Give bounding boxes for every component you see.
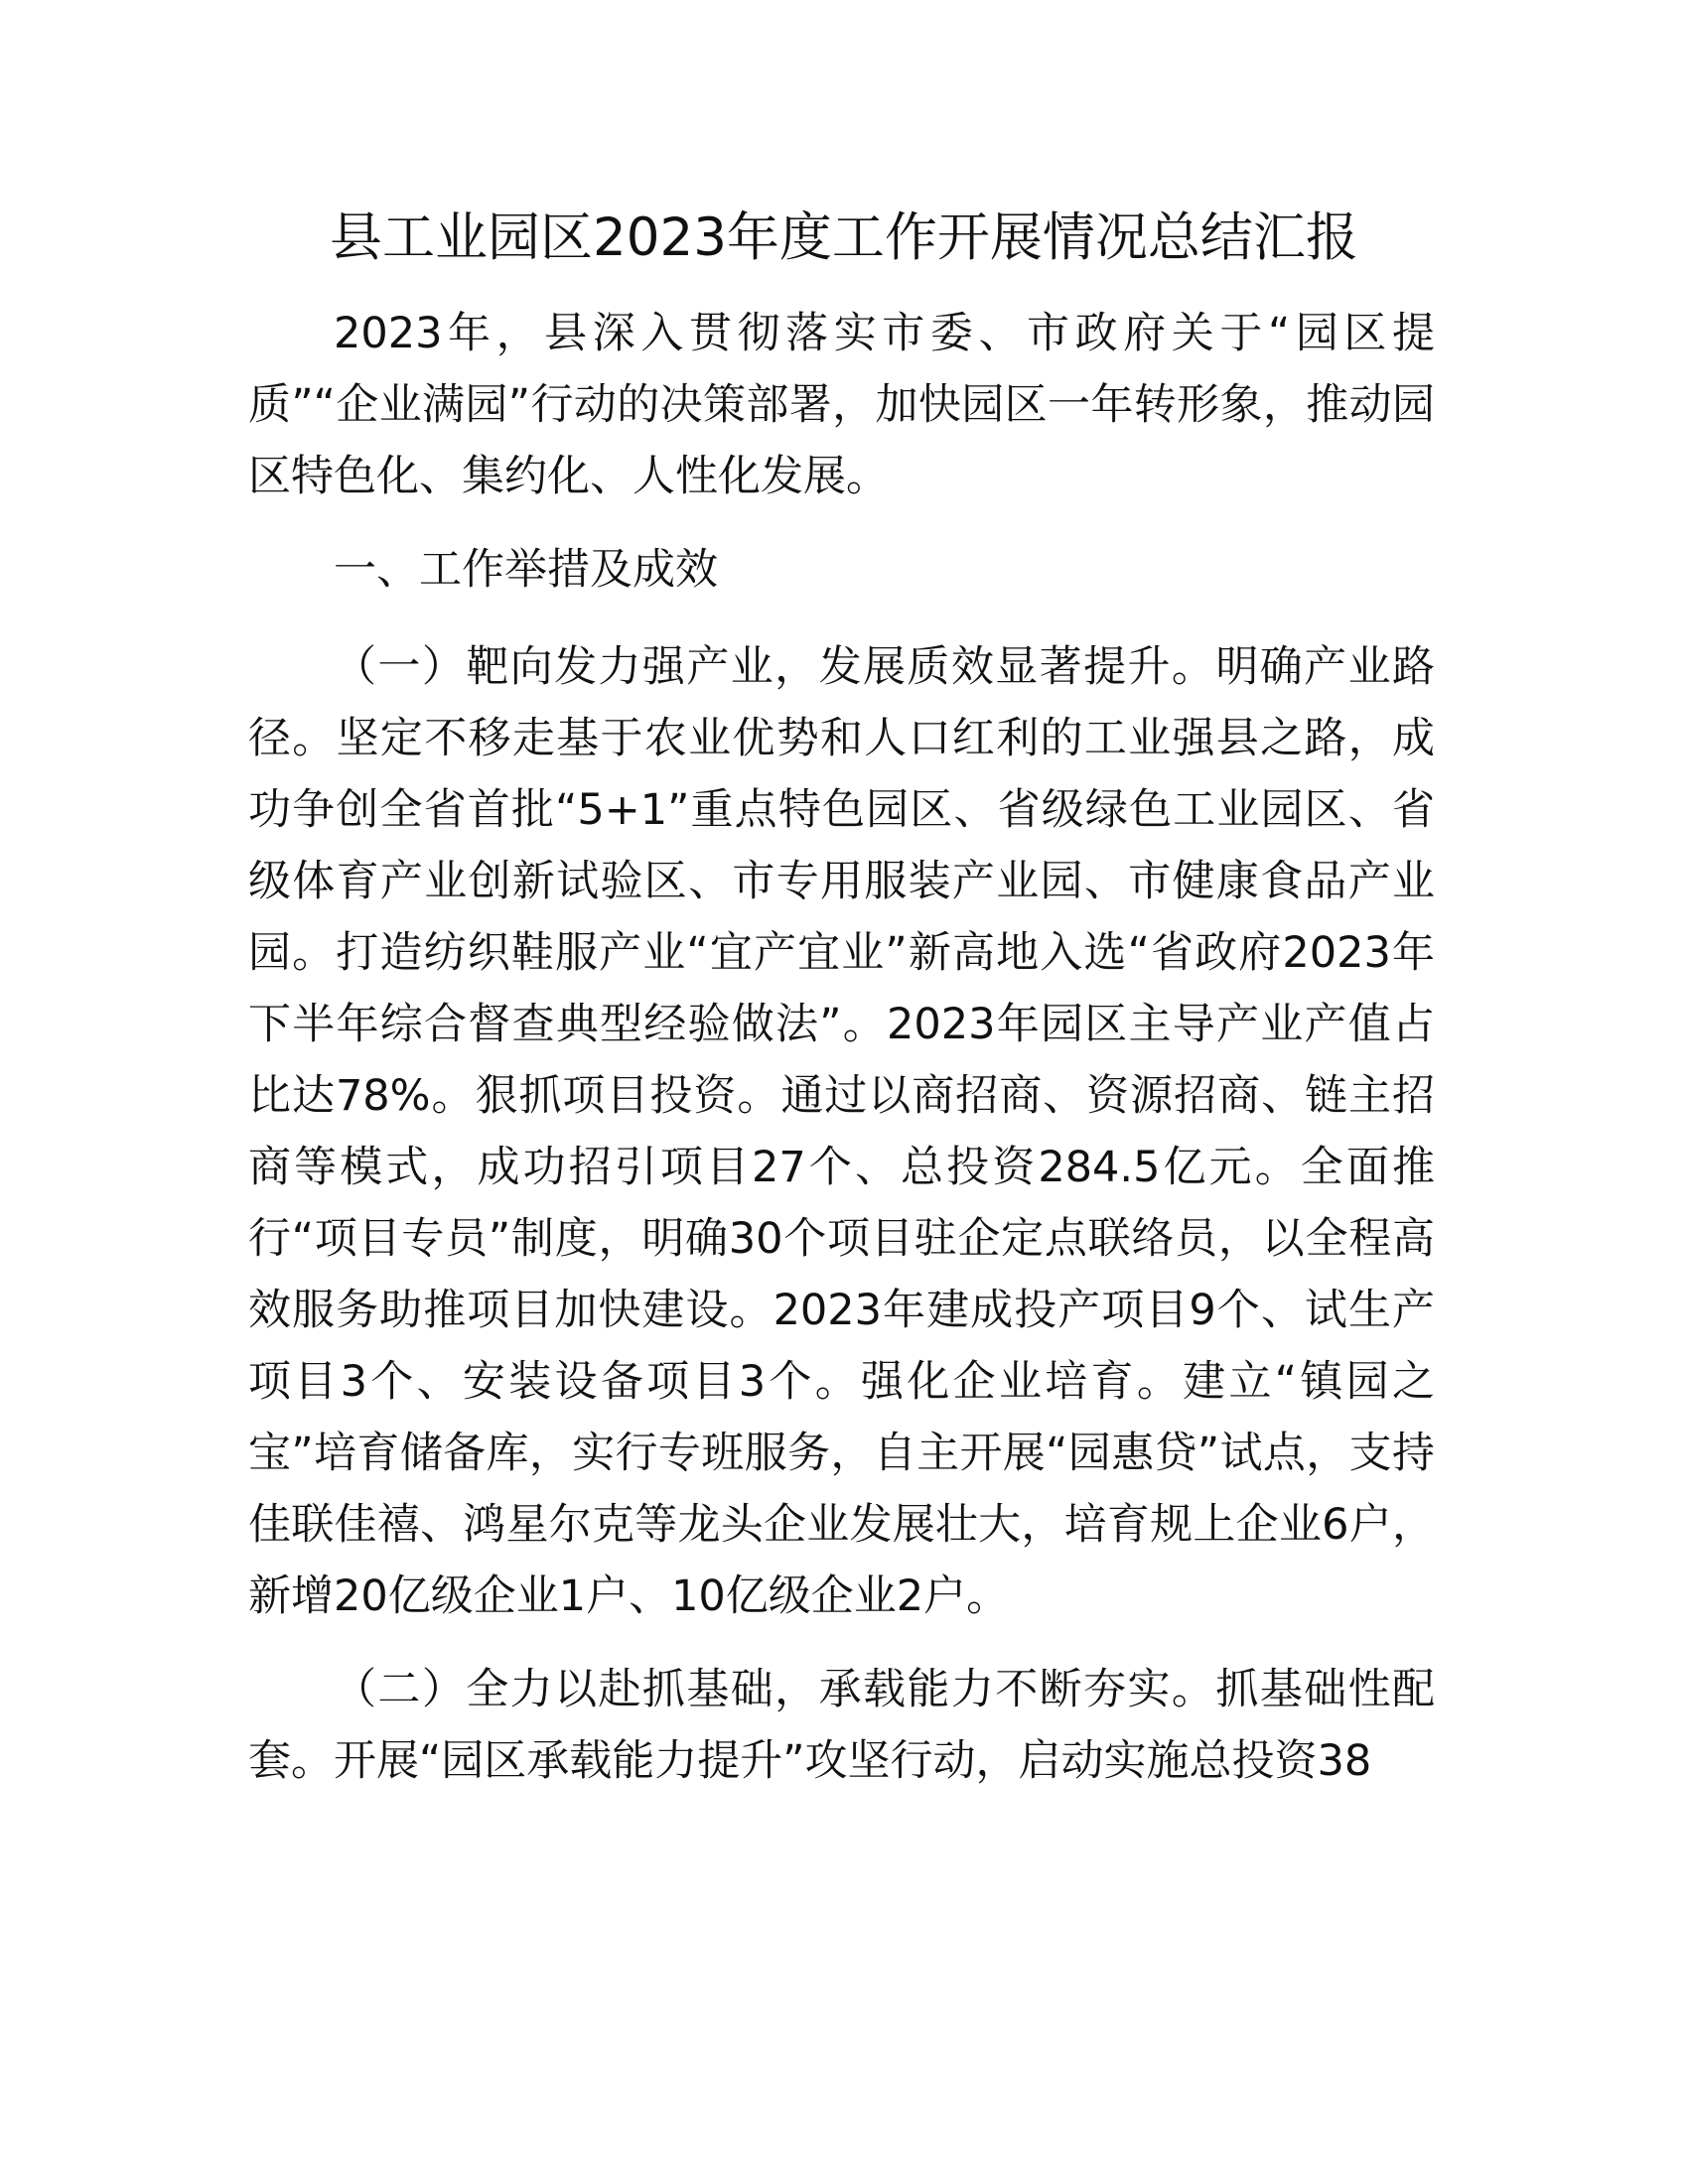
paragraph-intro: 2023年，县深入贯彻落实市委、市政府关于“园区提质”“企业满园”行动的决策部署，加快园区一年转形象，推动园区特色化、集约化、人性化发展。 — [248, 309, 1435, 501]
paragraph-section-2: （二）全力以赴抓基础，承载能力不断夯实。抓基础性配套。开展“园区承载能力提升”攻坚行动，启动实施总投资38 — [248, 1665, 1435, 1786]
paragraph-section-1: （一）靶向发力强产业，发展质效显著提升。明确产业路径。坚定不移走基于农业优势和人口红利的工业强县之路，成功争创全省首批“5+1”重点特色园区、省级绿色工业园区、省级体育产业创新试验区、市专用服装产业园、市健康食品产业园。打造纺织鞋服产业“宜产宜业”新高地入选“省政府2023年下半年综合督查典型经验做法”。2023年园区主导产业产值占比达78%。狠抓项目投资。通过以商招商、资源招商、链主招商等模式，成功招引项目27个、总投资284.5亿元。全面推行“项目专员”制度，明确30个项目驻企定点联络员，以全程高效服务助推项目加快建设。2023年建成投产项目9个、试生产项目3个、安装设备项目3个。强化企业培育。建立“镇园之宝”培育储备库，实行专班服务，自主开展“园惠贷”试点，支持佳联佳禧、鸿星尔克等龙头企业发展壮大，培育规上企业6户，新增20亿级企业1户、10亿级企业2户。 — [248, 642, 1435, 1621]
document-body — [248, 298, 1435, 1819]
document-title: 县工业园区2023年度工作开展情况总结汇报 — [330, 207, 1358, 268]
section-heading: 一、工作举措及成效 — [334, 545, 718, 595]
